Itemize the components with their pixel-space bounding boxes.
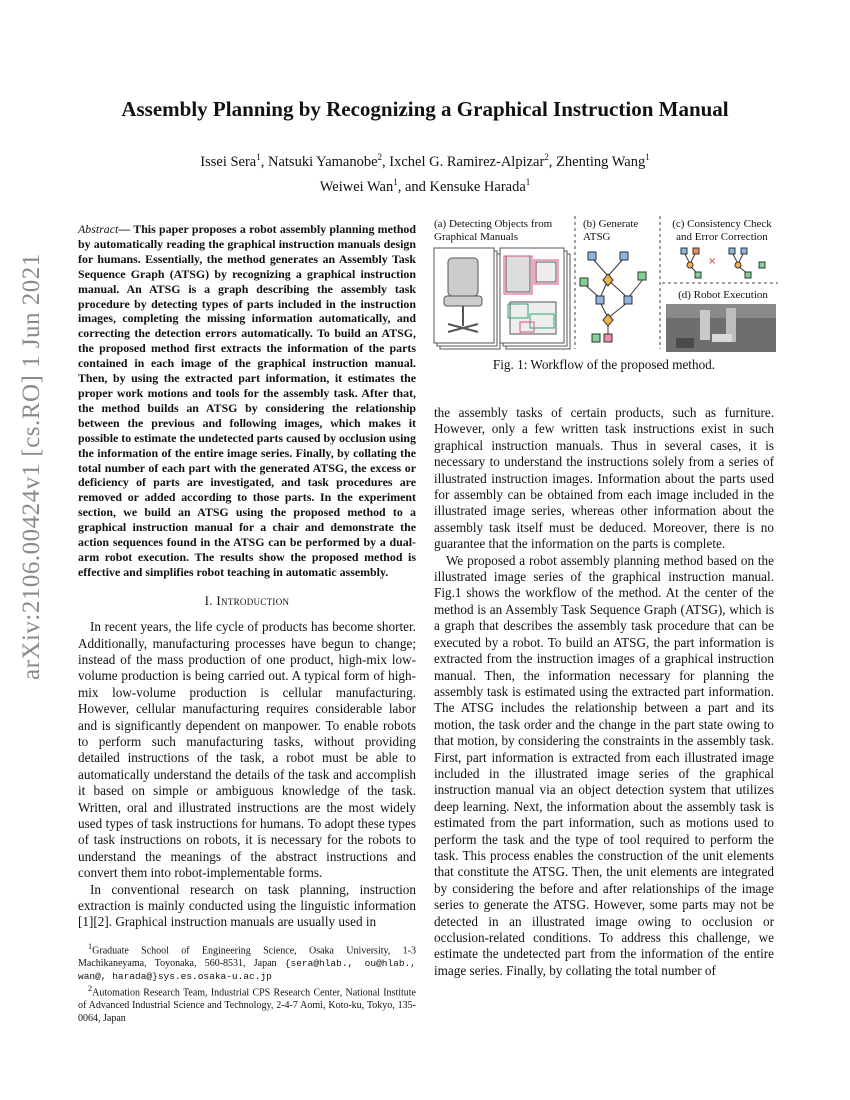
graph-node xyxy=(604,334,612,342)
atsg-graph xyxy=(580,252,646,342)
graph-node xyxy=(687,262,693,268)
graph-node xyxy=(603,314,613,326)
author-name: Issei Sera xyxy=(200,153,257,170)
affiliation-mark: 1 xyxy=(393,176,398,187)
abstract-label: Abstract xyxy=(78,222,119,236)
arxiv-identifier: arXiv:2106.00424v1 [cs.RO] 1 Jun 2021 xyxy=(18,253,45,680)
figure-1-workflow xyxy=(432,214,778,354)
affiliation-mark: 1 xyxy=(645,152,650,162)
author-name: , Natsuki Yamanobe xyxy=(260,153,378,170)
graph-node xyxy=(729,248,735,254)
author-name: Weiwei Wan xyxy=(319,178,394,195)
author-name: , and Kensuke Harada xyxy=(397,178,526,195)
footnote-1: $^1$Graduate School of Engineering Science, Osaka University, 1-3 Machikaneyama, Toyonaka, 560-8531, Japan {sera@hlab., ou@hlab., wan@, harada@}sys.es.osaka-u.ac.jp xyxy=(78,942,416,982)
intro-paragraph-2: In conventional research on task planning, instruction extraction is mainly conducted using the linguistic information [1][2]. Graphical instruction manuals are usually used in xyxy=(78,881,416,930)
affiliation-mark: 1 xyxy=(525,176,531,187)
right-column xyxy=(434,405,774,979)
section-heading-introduction: I. Introduction xyxy=(204,592,290,608)
graph-node xyxy=(695,272,701,278)
graph-node xyxy=(693,248,699,254)
body-paragraph-continued: the assembly tasks of certain products, such as furniture. However, only a few written task instructions exist in such graphical instruction manuals. Thus in several cases, it is necessary to understand the instructions solely from a series of illustrated instruction images. Information about the parts used for assembly can be obtained from each image included in the illustrated image series, whereas other information about the assembly task itself must be deduced. Moreover, there is no guarantee that the information on the parts is complete. xyxy=(434,405,774,552)
graph-node xyxy=(741,248,747,254)
error-mark: × xyxy=(708,256,717,267)
abstract xyxy=(78,222,416,580)
graph-node xyxy=(603,274,613,286)
intro-paragraph-1: In recent years, the life cycle of products has become shorter. Additionally, manufacturing processes have begun to change; instead of the mass production of one product, high-mix low-volume production is being carried out. A typical form of high-mix low-volume production is cellular manufacturing. However, cellular manufacturing requires considerable labor and is significantly dependent on manpower. To enable robots to perform such manufacturing tasks, without providing detailed instructions of the task, a robot must be able to automatically understand the details of the task and accomplish it based on simple or ambiguous knowledge of the task. Written, oral and illustrated instructions are the most widely used types of task instructions for humans. To adopt these types of task instructions on robots, it is necessary for the robots to understand the meanings of the abstract instructions and convert them into robot-implementable forms. xyxy=(78,619,416,881)
graph-node xyxy=(580,278,588,286)
graph-node xyxy=(638,272,646,280)
body-paragraph-2: We proposed a robot assembly planning method based on the illustrated image series of the graphical instruction manual. Fig.1 shows the workflow of the method. At the center of the method is an Assembly Task Sequence Graph (ATSG), which is a graph that describes the assembly task procedure that can be executed by a robot. To build an ATSG, the part information is extracted from the instruction images of a graphical instruction manual. Then, the information necessary for planning the assembly task is estimated using the extracted part information. The ATSG includes the relationship between a part and its motion, the task order and the change in the part state owing to that motion, by considering the constraints in the assembly task. First, part information is extracted from each illustrated image included in the illustrated image series of the graphical instruction manual via an object detection system that utilizes deep learning. Next, the information about the assembly task is estimated from the part information, such as motions used to perform the task and the type of tool required to perform the task. This process enables the construction of the unit elements that constitute the ATSG. Then, the unit elements are integrated by considering the before and after relationships of the image series to generate the ATSG. However, some parts may not be detected in an illustrated image owing to occlusion or occlusion-related conditions. To address this challenge, we estimate the undetected part from the information of the entire image series. Finally, by collating the total number of xyxy=(434,552,774,978)
panel-c-label: (c) Consistency Check and Error Correction xyxy=(672,218,772,243)
author-name: , Zhenting Wang xyxy=(548,153,646,170)
graph-node xyxy=(592,334,600,342)
chair-illustration xyxy=(444,258,482,332)
panel-b-label: (b) Generate ATSG xyxy=(583,218,639,243)
left-column xyxy=(78,222,416,931)
footnote-2: $^2$Automation Research Team, Industrial CPS Research Center, National Institute of Advanced Industrial Science and Technology, 2-4-7 Aomi, Koto-ku, Tokyo, 135-0064, Japan xyxy=(78,984,416,1024)
consistency-check-graph xyxy=(681,248,765,278)
detected-manual-page xyxy=(504,256,558,334)
graph-node xyxy=(759,262,765,268)
robot-execution-photo xyxy=(666,304,776,352)
author-emails: {sera@hlab., ou@hlab., wan@, harada@}sys.es.osaka-u.ac.jp xyxy=(78,957,416,982)
graph-node xyxy=(624,296,632,304)
author-list xyxy=(80,147,770,197)
graph-node xyxy=(596,296,604,304)
figure-1-caption: Fig. 1: Workflow of the proposed method. xyxy=(492,357,716,372)
author-name: , Ixchel G. Ramirez-Alpizar xyxy=(382,153,545,170)
panel-d-label: (d) Robot Execution xyxy=(678,289,768,301)
affiliation-mark: 2 xyxy=(544,152,549,162)
abstract-text: — This paper proposes a robot assembly planning method by automatically reading the graphical instruction manuals design for humans. Essentially, the method generates an Assembly Task Sequence Graph (ATSG) by recognizing a graphical instruction manual. An ATSG is a graph describing the assembly task procedure by detecting types of parts included in the instruction images, completing the missing information automatically, and correcting the detection errors automatically. To build an ATSG, the proposed method first extracts the information of the parts contained in each image of the graphical instruction manual. Then, by using the extracted part information, it estimates the proper work motions and tools for the assembly task. After that, the method builds an ATSG by considering the relationship between the previous and following images, which makes it possible to estimate the undetected parts caused by occlusion using the information of the entire image series. Finally, by collating the total number of each part with the generated ATSG, the excess or deficiency of parts are investigated, and task procedures are removed or added according to those parts. In the experiment section, we build an ATSG using the proposed method to a graphical instruction manual for a chair and demonstrate the action sequences found in the ATSG can be performed by a dual-arm robot execution. The results show the proposed method is effective and simplifies robot teaching in automatic assembly. xyxy=(78,222,416,579)
manual-pages-illustration xyxy=(434,248,570,349)
graph-node xyxy=(745,272,751,278)
footnotes xyxy=(78,941,416,1025)
graph-node xyxy=(735,262,741,268)
affiliation-mark: 1 xyxy=(256,152,261,162)
graph-node xyxy=(620,252,628,260)
paper-title: Assembly Planning by Recognizing a Graphical Instruction Manual xyxy=(121,97,729,121)
graph-node xyxy=(588,252,596,260)
graph-node xyxy=(681,248,687,254)
affiliation-mark: 2 xyxy=(377,152,383,162)
panel-a-label: (a) Detecting Objects from Graphical Manuals xyxy=(434,218,553,243)
